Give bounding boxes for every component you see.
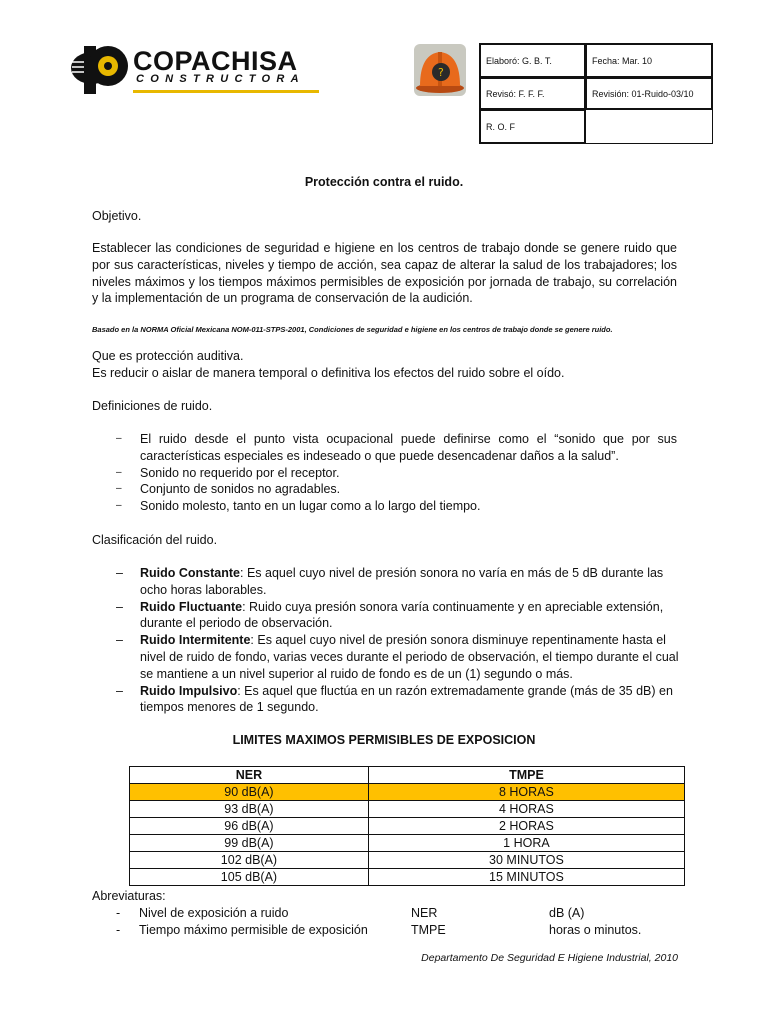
list-item: – Sonido no requerido por el receptor. <box>116 465 340 480</box>
abbr-desc: Nivel de exposición a ruido <box>139 906 289 920</box>
proteccion-text: Es reducir o aislar de manera temporal o definitiva los efectos del ruido sobre el oído. <box>92 366 565 380</box>
list-item: – Sonido molesto, tanto en un lugar como a lo largo del tiempo. <box>116 499 481 514</box>
norma-note: Basado en la NORMA Oficial Mexicana NOM-011-STPS-2001, Condiciones de seguridad e higiene en los centros de trabajo donde se genere ruido. <box>92 325 613 334</box>
control-reviso: Revisó: F. F. F. <box>479 77 586 110</box>
footer-department: Departamento De Seguridad E Higiene Industrial, 2010 <box>421 952 678 964</box>
list-item: – Ruido Constante: Es aquel cuyo nivel de presión sonora no varía en más de 5 dB durante las ocho horas laborables. <box>116 566 664 597</box>
list-item: – Conjunto de sonidos no agradables. <box>116 482 341 497</box>
list-item: – El ruido desde el punto vista ocupacional puede definirse como el “sonido que por sus características especiales es indeseado o que puede desencadenar daños a la salud”. <box>116 432 677 463</box>
abbr-bullet: - <box>116 923 121 937</box>
table-row: 102 dB(A) 30 MINUTOS <box>130 852 685 869</box>
abbr-code: NER <box>411 906 438 920</box>
list-item: – Ruido Fluctuante: Ruido cuya presión sonora varía continuamente y en apreciable extensión, durante el periodo de observación. <box>116 599 664 631</box>
table-row: 105 dB(A) 15 MINUTOS <box>130 869 685 886</box>
table-row: 90 dB(A) 8 HORAS <box>130 784 685 801</box>
logo-underline <box>133 90 319 93</box>
logo-name: COPACHISA <box>133 46 298 76</box>
table-row: 99 dB(A) 1 HORA <box>130 835 685 852</box>
limits-table <box>129 766 685 886</box>
abbr-code: TMPE <box>411 923 446 937</box>
objetivo-text: Establecer las condiciones de seguridad e higiene en los centros de trabajo donde se genere ruido que por sus características, niveles y tiempo de acción, sea capaz de alterar la salud de los trabajadores; los niveles máximos y los tiempos máximos permisibles de exposición por jornada de trabajo, su correlación y la implementación de un programa de conservación de la audición. <box>92 241 677 306</box>
table-row: 93 dB(A) 4 HORAS <box>130 801 685 818</box>
safety-helmet-icon <box>414 44 466 96</box>
list-item: – Ruido Intermitente: Es aquel cuyo nivel de presión sonora disminuye repentinamente hasta el nivel de ruido de fondo, varias veces durante el periodo de observación, el tiempo durante el cual se mantiene a un nivel superior al ruido de fondo es de un (1) segundo o más. <box>116 633 679 681</box>
proteccion-heading: Que es protección auditiva. <box>92 349 244 363</box>
objetivo-heading: Objetivo. <box>92 209 142 223</box>
table-header-row <box>130 767 685 784</box>
clasificacion-heading: Clasificación del ruido. <box>92 533 218 547</box>
list-item: – Ruido Impulsivo: Es aquel que fluctúa en un razón extremadamente grande (más de 35 dB) en tiempos menores de 1 segundo. <box>116 683 673 715</box>
copachisa-logo-icon <box>70 40 130 96</box>
control-blank <box>585 109 713 144</box>
logo-subtitle: CONSTRUCTORA <box>136 73 305 85</box>
control-revision: Revisión: 01-Ruido-03/10 <box>585 77 713 110</box>
abbr-unit: horas o minutos. <box>549 923 642 937</box>
control-rof: R. O. F <box>479 109 586 144</box>
clasificacion-list <box>92 565 682 716</box>
control-fecha: Fecha: Mar. 10 <box>585 43 713 78</box>
abbr-unit: dB (A) <box>549 906 585 920</box>
svg-text:?: ? <box>438 66 444 79</box>
table-header-tmpe: TMPE <box>368 767 684 784</box>
abbr-bullet: - <box>116 906 121 920</box>
abreviaturas-heading: Abreviaturas: <box>92 889 166 903</box>
page-title: Protección contra el ruido. <box>304 175 464 189</box>
table-header-ner: NER <box>130 767 369 784</box>
table-row: 96 dB(A) 2 HORAS <box>130 818 685 835</box>
definiciones-heading: Definiciones de ruido. <box>92 399 213 413</box>
abbr-desc: Tiempo máximo permisible de exposición <box>139 923 368 937</box>
table-title: LIMITES MAXIMOS PERMISIBLES DE EXPOSICION <box>232 733 536 747</box>
definiciones-list <box>92 431 677 515</box>
control-elaboro: Elaboró: G. B. T. <box>479 43 586 78</box>
